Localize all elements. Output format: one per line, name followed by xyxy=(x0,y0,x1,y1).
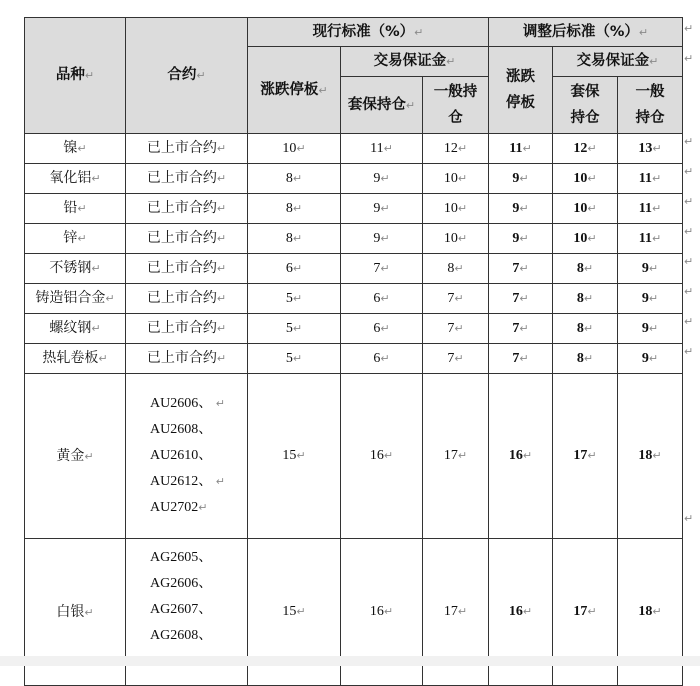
header-adj-hedge: 套保持仓 xyxy=(553,77,618,134)
contract-code: AG2606、 xyxy=(150,576,213,591)
cell-current-limit: 6↵ xyxy=(248,254,341,284)
cell-current-hedge: 9↵ xyxy=(341,164,423,194)
cell-adjusted-hedge: 10↵ xyxy=(553,164,618,194)
cell-current-limit: 15↵ xyxy=(248,374,341,539)
cell-current-limit: 10↵ xyxy=(248,134,341,164)
cell-current-general: 17↵ xyxy=(423,374,489,539)
table-row xyxy=(25,284,683,314)
header-current-standard: 现行标准（%）↵ xyxy=(248,18,489,47)
cell-variety: 螺纹钢↵ xyxy=(25,314,126,344)
cell-contract: 已上市合约↵ xyxy=(126,194,248,224)
cell-current-general: 10↵ xyxy=(423,164,489,194)
cell-variety: 锌↵ xyxy=(25,224,126,254)
header-contract: 合约↵ xyxy=(126,18,248,134)
cell-adjusted-hedge: 8↵ xyxy=(553,314,618,344)
row-end-mark: ↵ xyxy=(684,135,694,148)
cell-contract: 已上市合约↵ xyxy=(126,344,248,374)
cell-adjusted-general: 11↵ xyxy=(618,224,683,254)
cell-adjusted-hedge: 12↵ xyxy=(553,134,618,164)
cell-contract: 已上市合约↵ xyxy=(126,134,248,164)
cell-adjusted-hedge: 17↵ xyxy=(553,539,618,686)
cell-variety: 铅↵ xyxy=(25,194,126,224)
cell-current-hedge: 6↵ xyxy=(341,284,423,314)
cell-adjusted-general: 13↵ xyxy=(618,134,683,164)
row-end-mark: ↵ xyxy=(684,165,694,178)
cell-current-general: 10↵ xyxy=(423,194,489,224)
cell-contract: 已上市合约↵ xyxy=(126,314,248,344)
cell-contract: 已上市合约↵ xyxy=(126,254,248,284)
cell-adjusted-general: 18↵ xyxy=(618,539,683,686)
cell-adjusted-general: 11↵ xyxy=(618,194,683,224)
margin-adjustment-table xyxy=(24,17,683,686)
cell-current-limit: 5↵ xyxy=(248,344,341,374)
contract-code: AG2605、 xyxy=(150,550,213,565)
row-end-mark: ↵ xyxy=(684,225,694,238)
cell-adjusted-limit: 9↵ xyxy=(489,224,553,254)
cell-contract-list xyxy=(126,374,248,539)
cell-current-general: 17↵ xyxy=(423,539,489,686)
header-adjusted-standard: 调整后标准（%）↵ xyxy=(489,18,683,47)
cell-current-limit: 15↵ xyxy=(248,539,341,686)
header-hedge: 套保持仓↵ xyxy=(341,77,423,134)
table-row xyxy=(25,254,683,284)
cell-current-hedge: 7↵ xyxy=(341,254,423,284)
table-row xyxy=(25,164,683,194)
cell-current-hedge: 6↵ xyxy=(341,314,423,344)
cell-variety: 热轧卷板↵ xyxy=(25,344,126,374)
row-end-mark: ↵ xyxy=(684,52,694,65)
cell-contract: 已上市合约↵ xyxy=(126,284,248,314)
cell-current-hedge: 16↵ xyxy=(341,539,423,686)
cell-current-hedge: 9↵ xyxy=(341,224,423,254)
cell-variety: 白银↵ xyxy=(25,539,126,686)
contract-code: AU2608、 xyxy=(150,422,213,437)
row-end-mark: ↵ xyxy=(684,285,694,298)
header-general: 一般持仓 xyxy=(423,77,489,134)
table-row xyxy=(25,314,683,344)
cell-current-general: 8↵ xyxy=(423,254,489,284)
cell-adjusted-hedge: 10↵ xyxy=(553,224,618,254)
cell-variety: 不锈钢↵ xyxy=(25,254,126,284)
cell-contract: 已上市合约↵ xyxy=(126,224,248,254)
cell-adjusted-general: 18↵ xyxy=(618,374,683,539)
table-row xyxy=(25,134,683,164)
header-variety: 品种↵ xyxy=(25,18,126,134)
cell-adjusted-hedge: 17↵ xyxy=(553,374,618,539)
cell-current-limit: 5↵ xyxy=(248,284,341,314)
cell-adjusted-limit: 9↵ xyxy=(489,194,553,224)
contract-code: AU2702↵ xyxy=(150,500,208,515)
cell-adjusted-general: 11↵ xyxy=(618,164,683,194)
row-end-mark: ↵ xyxy=(684,512,694,525)
cell-contract: 已上市合约↵ xyxy=(126,164,248,194)
header-limit: 涨跌停板↵ xyxy=(248,47,341,134)
contract-code: AG2607、 xyxy=(150,602,213,617)
header-margin: 交易保证金↵ xyxy=(341,47,489,77)
table-row xyxy=(25,344,683,374)
header-adj-margin: 交易保证金↵ xyxy=(553,47,683,77)
row-end-mark: ↵ xyxy=(684,315,694,328)
row-end-mark: ↵ xyxy=(684,255,694,268)
row-end-mark: ↵ xyxy=(684,345,694,358)
contract-code: AU2606、 ↵ xyxy=(150,396,225,411)
table-row xyxy=(25,194,683,224)
header-adj-general: 一般持仓 xyxy=(618,77,683,134)
cell-adjusted-general: 9↵ xyxy=(618,314,683,344)
row-end-mark: ↵ xyxy=(684,22,694,35)
cell-adjusted-general: 9↵ xyxy=(618,284,683,314)
cell-variety: 镍↵ xyxy=(25,134,126,164)
cell-adjusted-limit: 7↵ xyxy=(489,314,553,344)
contract-code: AU2612、 ↵ xyxy=(150,474,225,489)
cell-variety: 黄金↵ xyxy=(25,374,126,539)
cell-adjusted-limit: 16↵ xyxy=(489,539,553,686)
table-row xyxy=(25,374,683,539)
header-adj-limit: 涨跌停板 xyxy=(489,47,553,134)
cell-adjusted-hedge: 8↵ xyxy=(553,284,618,314)
contract-code: AU2610、 xyxy=(150,448,213,463)
table-row xyxy=(25,224,683,254)
cell-current-limit: 5↵ xyxy=(248,314,341,344)
cell-adjusted-limit: 7↵ xyxy=(489,254,553,284)
cell-adjusted-hedge: 8↵ xyxy=(553,254,618,284)
cell-variety: 氧化铝↵ xyxy=(25,164,126,194)
cell-adjusted-hedge: 8↵ xyxy=(553,344,618,374)
cell-adjusted-limit: 9↵ xyxy=(489,164,553,194)
cell-adjusted-general: 9↵ xyxy=(618,344,683,374)
cell-current-general: 7↵ xyxy=(423,344,489,374)
cell-current-limit: 8↵ xyxy=(248,164,341,194)
cell-current-hedge: 16↵ xyxy=(341,374,423,539)
cell-current-general: 7↵ xyxy=(423,284,489,314)
cell-adjusted-hedge: 10↵ xyxy=(553,194,618,224)
contract-code: AG2608、 xyxy=(150,628,213,643)
row-end-mark: ↵ xyxy=(684,195,694,208)
cell-current-general: 12↵ xyxy=(423,134,489,164)
cell-current-hedge: 6↵ xyxy=(341,344,423,374)
cell-current-hedge: 11↵ xyxy=(341,134,423,164)
cell-current-limit: 8↵ xyxy=(248,194,341,224)
cell-current-hedge: 9↵ xyxy=(341,194,423,224)
cell-variety: 铸造铝合金↵ xyxy=(25,284,126,314)
cell-adjusted-general: 9↵ xyxy=(618,254,683,284)
cell-current-general: 10↵ xyxy=(423,224,489,254)
cell-adjusted-limit: 7↵ xyxy=(489,344,553,374)
cell-current-general: 7↵ xyxy=(423,314,489,344)
cell-current-limit: 8↵ xyxy=(248,224,341,254)
cell-adjusted-limit: 7↵ xyxy=(489,284,553,314)
bottom-strip xyxy=(0,656,700,666)
cell-adjusted-limit: 16↵ xyxy=(489,374,553,539)
cell-adjusted-limit: 11↵ xyxy=(489,134,553,164)
